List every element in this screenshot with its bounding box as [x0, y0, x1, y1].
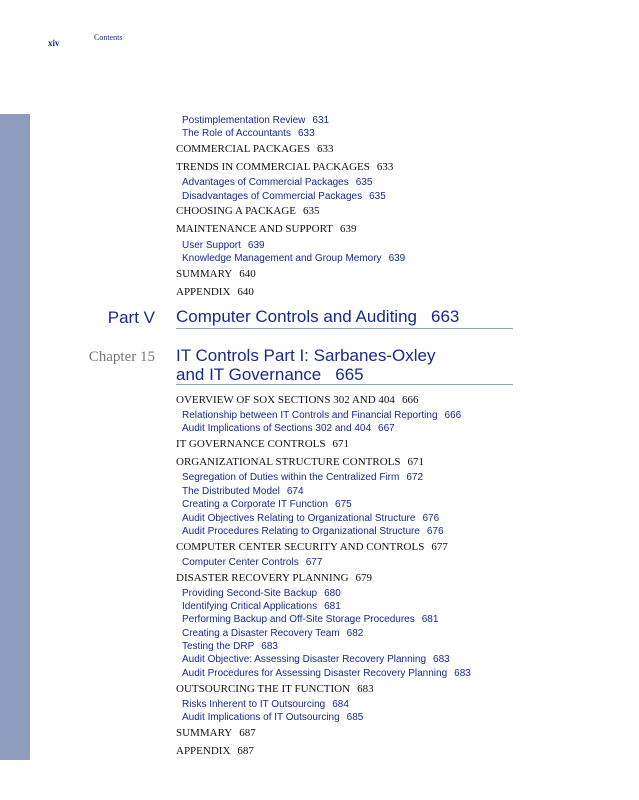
- toc-entry-page: 683: [357, 683, 374, 695]
- toc-entry-title: Audit Implications of Sections 302 and 404: [182, 423, 372, 434]
- toc-entry-title: APPENDIX: [176, 286, 231, 298]
- toc-entry-page: 640: [237, 286, 254, 298]
- toc-entry-title: Audit Procedures Relating to Organizational Structure: [182, 526, 420, 537]
- toc-entry-page: 633: [297, 128, 315, 139]
- toc-main-entry: [176, 683, 374, 695]
- toc-main-entry: [176, 572, 372, 584]
- toc-sub-entry: [182, 410, 461, 421]
- toc-sub-entry: [182, 128, 315, 139]
- toc-main-entry: [176, 745, 254, 757]
- toc-entry-title: SUMMARY: [176, 727, 233, 739]
- toc-entry-title: Providing Second-Site Backup: [182, 588, 318, 599]
- toc-entry-title: Computer Center Controls: [182, 557, 299, 568]
- toc-entry-page: 685: [346, 712, 364, 723]
- chapter-label: Chapter 15: [88, 349, 155, 365]
- toc-entry-title: IT GOVERNANCE CONTROLS: [176, 438, 326, 450]
- toc-entry-title: Identifying Critical Applications: [182, 601, 318, 612]
- toc-entry-page: 676: [422, 513, 440, 524]
- toc-entry-title: MAINTENANCE AND SUPPORT: [176, 223, 334, 235]
- toc-entry-page: 683: [433, 654, 450, 665]
- toc-sub-entry: [182, 177, 372, 188]
- toc-main-entry: [176, 143, 333, 155]
- toc-entry-page: 633: [376, 161, 394, 173]
- toc-entry-title: Disadvantages of Commercial Packages: [182, 191, 363, 202]
- running-head-label: Contents: [94, 33, 123, 42]
- toc-main-entry: [176, 161, 393, 173]
- part-title-text: Computer Controls and Auditing: [176, 307, 417, 326]
- toc-sub-entry: [182, 423, 395, 434]
- chapter-title-line2-text: and IT Governance: [176, 365, 322, 384]
- toc-main-entry: [176, 727, 256, 739]
- toc-entry-title: APPENDIX: [176, 745, 231, 757]
- toc-entry-page: 639: [388, 253, 406, 264]
- toc-sub-entry: [182, 641, 278, 652]
- toc-sub-entry: [182, 115, 329, 126]
- toc-entry-page: 683: [261, 641, 278, 652]
- toc-entry-title: Audit Implications of IT Outsourcing: [182, 712, 340, 723]
- toc-sub-entry: [182, 614, 438, 625]
- toc-entry-page: 681: [421, 614, 439, 625]
- toc-entry-page: 666: [444, 410, 462, 421]
- toc-entry-page: 635: [369, 191, 386, 202]
- toc-sub-entry: [182, 654, 450, 665]
- toc-entry-title: Knowledge Management and Group Memory: [182, 253, 382, 264]
- toc-entry-page: 635: [355, 177, 373, 188]
- toc-entry-title: Audit Procedures for Assessing Disaster Recovery Planning: [182, 668, 448, 679]
- toc-main-entry: [176, 541, 448, 553]
- toc-entry-title: User Support: [182, 240, 241, 251]
- toc-entry-title: OUTSOURCING THE IT FUNCTION: [176, 683, 351, 695]
- toc-sub-entry: [182, 499, 352, 510]
- page-number: xiv: [48, 38, 60, 48]
- toc-sub-entry: [182, 601, 341, 612]
- toc-sub-entry: [182, 240, 265, 251]
- part-label: Part V: [107, 308, 155, 327]
- chapter-title: [176, 346, 436, 384]
- part-title: [176, 307, 459, 327]
- toc-entry-title: OVERVIEW OF SOX SECTIONS 302 AND 404: [176, 394, 395, 406]
- toc-entry-title: SUMMARY: [176, 268, 233, 280]
- toc-entry-title: Advantages of Commercial Packages: [182, 177, 349, 188]
- chapter-page-number: 665: [335, 365, 364, 384]
- toc-entry-title: COMMERCIAL PACKAGES: [176, 143, 310, 155]
- toc-main-entry: [176, 286, 254, 298]
- part-rule: [176, 328, 513, 329]
- toc-entry-title: Creating a Disaster Recovery Team: [182, 628, 340, 639]
- toc-entry-page: 639: [340, 223, 357, 235]
- toc-entry-page: 680: [324, 588, 341, 599]
- toc-entry-page: 681: [324, 601, 341, 612]
- chapter-rule: [176, 384, 513, 385]
- toc-entry-title: Performing Backup and Off-Site Storage Procedures: [182, 614, 415, 625]
- toc-sub-entry: [182, 526, 444, 537]
- toc-entry-page: 667: [378, 423, 395, 434]
- toc-sub-entry: [182, 699, 349, 710]
- toc-sub-entry: [182, 712, 363, 723]
- toc-entry-page: 672: [406, 472, 424, 483]
- toc-entry-page: 674: [286, 486, 304, 497]
- toc-main-entry: [176, 438, 349, 450]
- toc-entry-title: The Role of Accountants: [182, 128, 291, 139]
- running-head: [48, 33, 123, 51]
- toc-entry-page: 639: [247, 240, 265, 251]
- toc-entry-page: 633: [316, 143, 334, 155]
- toc-main-entry: [176, 456, 424, 468]
- toc-sub-entry: [182, 668, 471, 679]
- toc-entry-title: Relationship between IT Controls and Financial Reporting: [182, 410, 438, 421]
- toc-entry-title: DISASTER RECOVERY PLANNING: [176, 572, 349, 584]
- toc-entry-page: 640: [239, 268, 256, 280]
- toc-sub-entry: [182, 191, 386, 202]
- toc-main-entry: [176, 205, 320, 217]
- toc-sub-entry: [182, 253, 405, 264]
- toc-sub-entry: [182, 513, 439, 524]
- part-page-number: 663: [430, 307, 460, 326]
- toc-sub-entry: [182, 628, 363, 639]
- toc-entry-page: 666: [401, 394, 419, 406]
- chapter-title-line1: IT Controls Part I: Sarbanes-Oxley: [176, 346, 436, 365]
- toc-entry-page: 676: [426, 526, 444, 537]
- toc-entry-page: 687: [237, 745, 254, 757]
- toc-entry-title: Testing the DRP: [182, 641, 255, 652]
- toc-entry-title: Creating a Corporate IT Function: [182, 499, 329, 510]
- toc-main-entry: [176, 223, 357, 235]
- toc-entry-page: 687: [239, 727, 256, 739]
- toc-entry-title: The Distributed Model: [182, 486, 280, 497]
- toc-entry-title: Postimplementation Review: [182, 115, 306, 126]
- toc-main-entry: [176, 268, 256, 280]
- toc-entry-title: TRENDS IN COMMERCIAL PACKAGES: [176, 161, 370, 173]
- toc-entry-page: 635: [303, 205, 320, 217]
- toc-sub-entry: [182, 486, 304, 497]
- toc-entry-title: ORGANIZATIONAL STRUCTURE CONTROLS: [176, 456, 401, 468]
- toc-entry-page: 677: [431, 541, 448, 553]
- toc-entry-title: CHOOSING A PACKAGE: [176, 205, 297, 217]
- toc-entry-page: 682: [346, 628, 364, 639]
- toc-sub-entry: [182, 588, 341, 599]
- toc-sub-entry: [182, 557, 322, 568]
- toc-sub-entry: [182, 472, 423, 483]
- left-margin-bar: [0, 114, 30, 760]
- toc-entry-page: 671: [332, 438, 350, 450]
- toc-entry-page: 631: [312, 115, 330, 126]
- toc-entry-page: 677: [305, 557, 323, 568]
- toc-entry-page: 684: [332, 699, 349, 710]
- chapter-title-line2: [176, 365, 436, 384]
- toc-main-entry: [176, 394, 418, 406]
- toc-entry-page: 683: [454, 668, 471, 679]
- toc-entry-page: 675: [335, 499, 352, 510]
- toc-entry-title: COMPUTER CENTER SECURITY AND CONTROLS: [176, 541, 425, 553]
- toc-entry-page: 671: [407, 456, 424, 468]
- toc-entry-title: Audit Objectives Relating to Organizational Structure: [182, 513, 416, 524]
- toc-entry-title: Segregation of Duties within the Centralized Firm: [182, 472, 400, 483]
- toc-entry-page: 679: [355, 572, 373, 584]
- toc-entry-title: Risks Inherent to IT Outsourcing: [182, 699, 326, 710]
- toc-entry-title: Audit Objective: Assessing Disaster Recovery Planning: [182, 654, 427, 665]
